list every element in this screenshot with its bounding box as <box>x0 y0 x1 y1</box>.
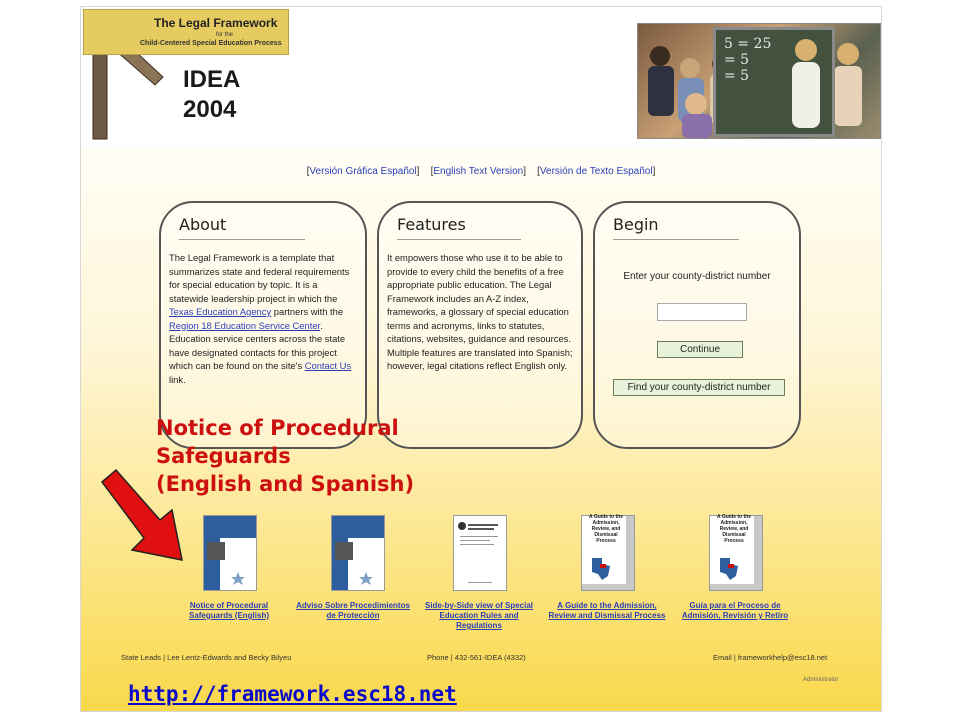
caption-line: Admisión, Revisión y Retiro <box>681 611 789 620</box>
about-panel <box>159 201 367 449</box>
footer-email: Email | frameworkhelp@esc18.net <box>713 653 828 662</box>
caption-line: Adviso Sobre Procedimientos <box>296 601 410 610</box>
features-divider <box>397 239 521 240</box>
caption-line: Side-by-Side view of Special <box>424 601 534 610</box>
cover-line: Review, and <box>719 526 749 532</box>
link-contact-us[interactable]: Contact Us <box>304 360 352 371</box>
footer-phone: Phone | 432-561-IDEA (4332) <box>427 653 526 662</box>
continue-button[interactable]: Continue <box>657 341 743 358</box>
cover-line: Process <box>596 538 616 544</box>
bracket-close: ] <box>523 166 527 177</box>
caption-line: Notice of Procedural <box>189 601 269 610</box>
cover-line: Dismissal <box>594 532 618 538</box>
about-divider <box>179 239 305 240</box>
doc-cover-side-by-side[interactable] <box>453 515 507 591</box>
language-links <box>81 166 881 177</box>
county-district-input[interactable] <box>657 303 747 321</box>
caption-line: Guía para el Proceso de <box>689 601 781 610</box>
idea-2004-heading <box>183 65 240 125</box>
logo-title: The Legal Framework <box>154 16 278 30</box>
logo-plate <box>83 9 289 55</box>
logo-subtitle: Child-Centered Special Education Process <box>140 40 282 47</box>
guide-cover-text-guia <box>708 514 760 544</box>
girl-at-board-icon <box>772 30 832 130</box>
bracket-open: [ <box>537 166 540 177</box>
logo-subtitle-for: for the <box>216 32 234 38</box>
guide-cover-text-ard <box>580 514 632 544</box>
footer-administrator-link[interactable]: Administrator <box>803 677 839 683</box>
bracket-open: [ <box>306 166 310 177</box>
link-region-18[interactable]: Region 18 Education Service Center <box>169 319 321 331</box>
book-cover-blue-icon <box>332 516 384 590</box>
find-county-district-button[interactable]: Find your county-district number <box>613 379 785 396</box>
caption-line: Safeguards (English) <box>188 611 269 620</box>
caption-side-by-side[interactable] <box>415 601 543 631</box>
begin-divider <box>613 239 739 240</box>
cover-line: Dismissal <box>722 532 746 538</box>
site-header <box>81 7 881 147</box>
caption-line: Review and Dismissal Process <box>548 611 666 620</box>
bracket-open: [ <box>430 166 434 177</box>
cover-line: Admission, <box>720 520 748 526</box>
doc-cover-procedural-safeguards[interactable] <box>203 515 257 591</box>
chalkboard-math: 5 = 25 = 5 = 5 <box>724 36 772 84</box>
cover-line: Admission, <box>592 520 620 526</box>
caption-line: de Protección <box>326 611 380 620</box>
about-text-part: link. <box>169 373 186 385</box>
red-arrow-icon <box>96 466 196 566</box>
caption-notice-procedural-safeguards[interactable] <box>165 601 293 621</box>
about-text-part: The Legal Framework is a template that summarizes state and federal requirements for special education by topic. It is a statewide leadership project in which the <box>169 252 350 304</box>
about-title: About <box>179 215 227 234</box>
framework-page <box>80 6 882 712</box>
caption-line: Regulations <box>456 621 502 630</box>
begin-title: Begin <box>613 215 659 234</box>
cover-line: A Guide to the <box>589 514 623 520</box>
about-text <box>169 251 357 386</box>
framework-url-link[interactable]: http://framework.esc18.net <box>128 682 457 706</box>
caption-line: Education Rules and <box>439 611 519 620</box>
link-texas-education-agency[interactable]: Texas Education Agency <box>169 306 272 317</box>
features-title: Features <box>397 215 466 234</box>
chalkboard <box>713 27 835 137</box>
idea-label: IDEA <box>183 66 241 93</box>
callout-line: Notice of Procedural <box>156 416 399 440</box>
caption-ard-guide[interactable] <box>543 601 671 621</box>
link-version-texto-espanol[interactable]: Versión de Texto Español <box>539 166 653 177</box>
county-district-label: Enter your county-district number <box>623 271 771 282</box>
callout-line: Safeguards <box>156 444 291 468</box>
year-label: 2004 <box>183 96 237 123</box>
cover-line: A Guide to the <box>717 514 751 520</box>
callout-line: (English and Spanish) <box>156 472 415 496</box>
bracket-close: ] <box>416 166 420 177</box>
cover-line: Process <box>724 538 744 544</box>
bracket-close: ] <box>652 166 656 177</box>
link-english-text-version[interactable]: English Text Version <box>433 166 524 177</box>
cover-line: Review, and <box>591 526 621 532</box>
about-text-part: . Education service centers across the state have designated contacts for this project which can be found on the site's <box>169 319 346 371</box>
doc-cover-adviso-procedimientos[interactable] <box>331 515 385 591</box>
begin-panel <box>593 201 801 449</box>
document-page-icon <box>454 516 506 590</box>
footer-state-leads: State Leads | Lee Lentz-Edwards and Becky Bilyeu <box>121 653 292 662</box>
features-panel <box>377 201 583 449</box>
link-version-grafica-espanol[interactable]: Versión Gráfica Español <box>309 166 417 177</box>
features-text: It empowers those who use it to be able to provide to every child the benefits of a free appropriate public education. The Legal Framework includes an A-Z index, frameworks, a glossary of special education terms and acronyms, links to statutes, citations, websites, guidance and resources. Multiple features are translated into Spanish; however, legal citations reflect English only. <box>387 252 573 371</box>
caption-adviso-procedimientos[interactable] <box>289 601 417 621</box>
caption-guia-proceso[interactable] <box>671 601 799 621</box>
caption-line: A Guide to the Admission, <box>557 601 657 610</box>
book-cover-blue-icon <box>204 516 256 590</box>
about-text-part: partners with the <box>271 306 344 317</box>
